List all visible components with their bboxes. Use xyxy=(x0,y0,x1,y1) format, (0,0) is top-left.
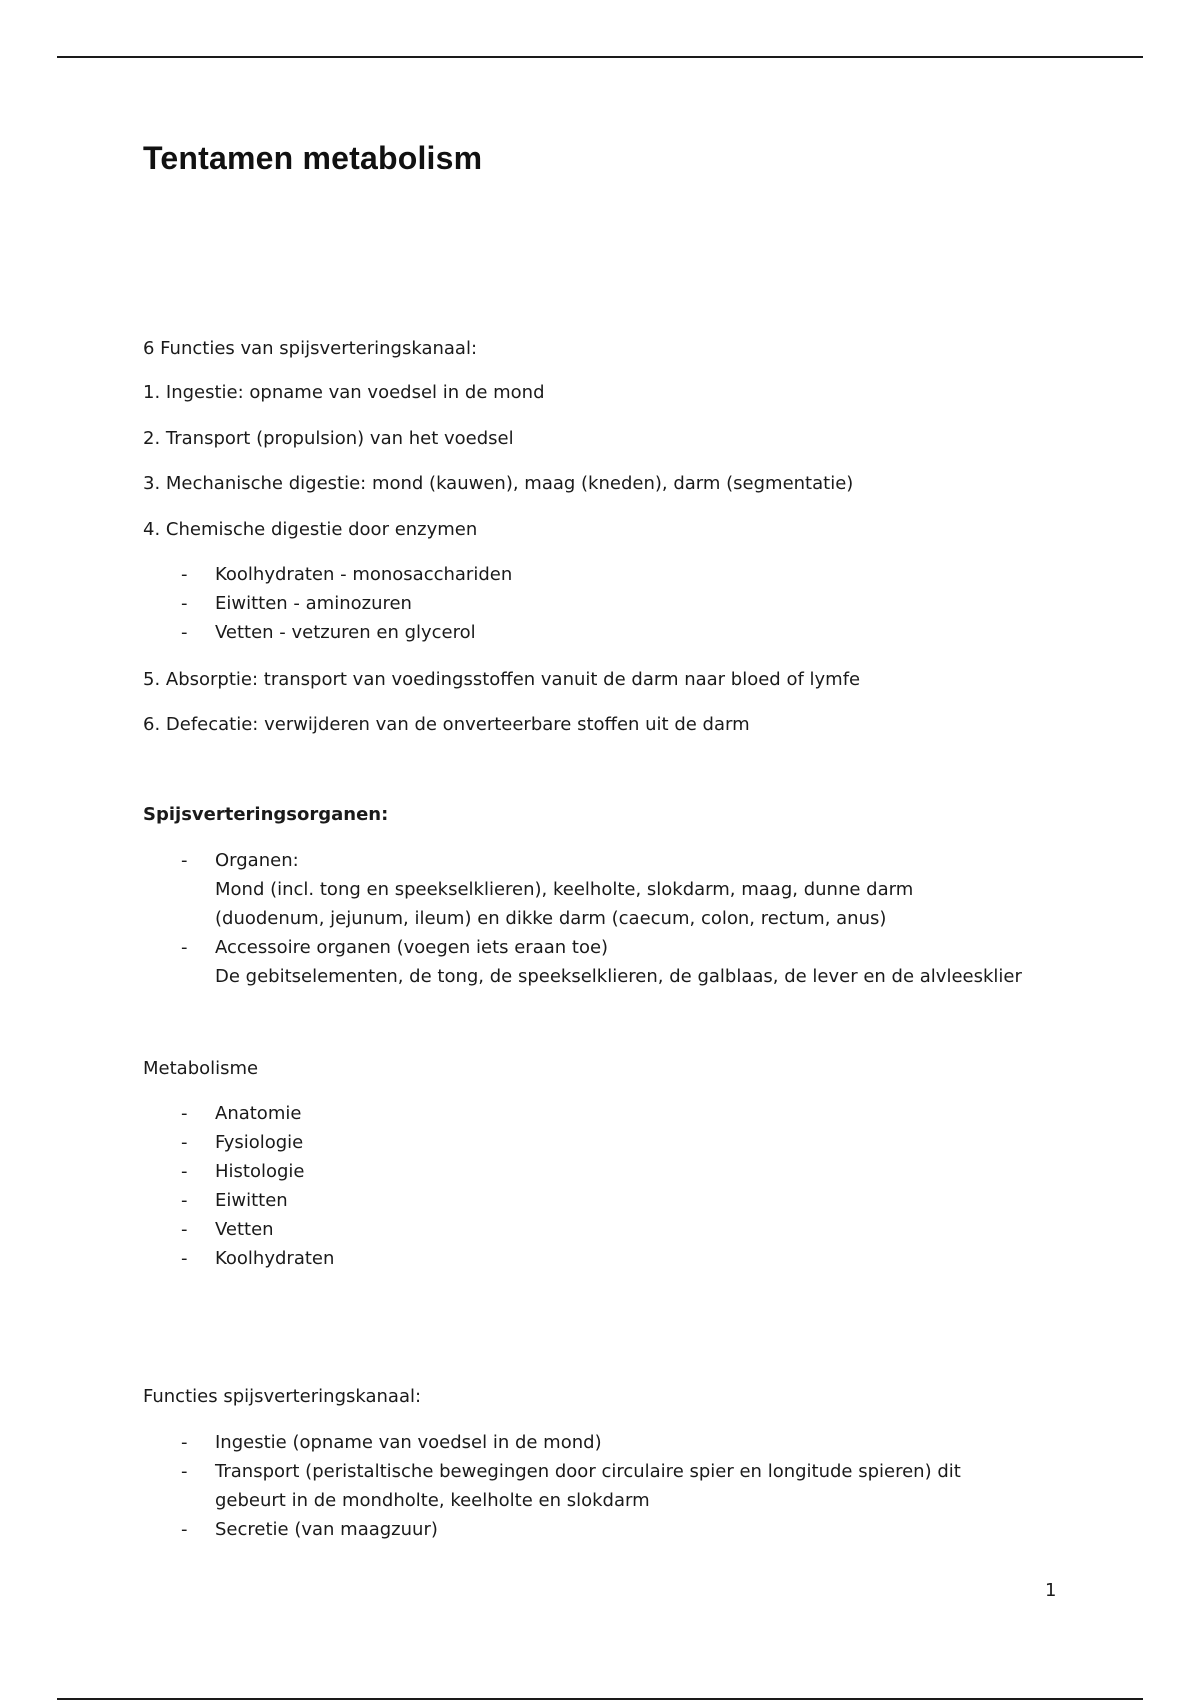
document-title: Tentamen metabolism xyxy=(143,140,483,176)
sub-list-item: - Koolhydraten - monosacchariden xyxy=(143,560,512,589)
list-item: - Secretie (van maagzuur) xyxy=(143,1515,961,1544)
list-item: - Transport (peristaltische bewegingen door circulaire spier en longitude spieren) dit gebeurt in de mondholte, keelholte en slokdarm xyxy=(143,1457,961,1515)
list-item: 6. Defecatie: verwijderen van de onverteerbare stoffen uit de darm xyxy=(143,714,750,735)
sub-list-item: - Eiwitten - aminozuren xyxy=(143,589,512,618)
dash-bullet: - xyxy=(181,1248,188,1269)
dash-bullet: - xyxy=(181,1432,188,1453)
dash-bullet: - xyxy=(181,1103,188,1124)
dash-bullet: - xyxy=(181,1461,188,1482)
section3-heading: Metabolisme xyxy=(143,1058,259,1079)
organ-list-item: - Accessoire organen (voegen iets eraan toe) De gebitselementen, de tong, de speekselklieren, de galblaas, de lever en de alvleesklier xyxy=(143,933,1022,991)
header-rule xyxy=(57,56,1143,58)
list-item: 1. Ingestie: opname van voedsel in de mond xyxy=(143,382,545,403)
list-item: 5. Absorptie: transport van voedingsstoffen vanuit de darm naar bloed of lymfe xyxy=(143,669,861,690)
sub-list-item: - Vetten - vetzuren en glycerol xyxy=(143,618,512,647)
dash-bullet: - xyxy=(181,1190,188,1211)
section2-heading: Spijsverteringsorganen: xyxy=(143,804,389,825)
list-item: 2. Transport (propulsion) van het voedsel xyxy=(143,428,514,449)
list-item: - Eiwitten xyxy=(143,1186,334,1215)
list-item: 3. Mechanische digestie: mond (kauwen), maag (kneden), darm (segmentatie) xyxy=(143,473,854,494)
dash-bullet: - xyxy=(181,564,188,585)
organ-list-item: - Organen: Mond (incl. tong en speekselklieren), keelholte, slokdarm, maag, dunne darm (duodenum, jejunum, ileum) en dikke darm (caecum, colon, rectum, anus) xyxy=(143,846,1022,933)
section4-heading: Functies spijsverteringskanaal: xyxy=(143,1386,422,1407)
section1-heading: 6 Functies van spijsverteringskanaal: xyxy=(143,338,478,359)
sub-list xyxy=(143,560,512,647)
functions-list xyxy=(143,1428,961,1544)
page-number: 1 xyxy=(1045,1580,1057,1601)
list-item: - Koolhydraten xyxy=(143,1244,334,1273)
organ-list xyxy=(143,846,1022,991)
list-item: - Anatomie xyxy=(143,1099,334,1128)
list-item: - Vetten xyxy=(143,1215,334,1244)
dash-bullet: - xyxy=(181,937,188,958)
dash-bullet: - xyxy=(181,850,188,871)
metabolism-list xyxy=(143,1099,334,1273)
dash-bullet: - xyxy=(181,1519,188,1540)
dash-bullet: - xyxy=(181,1219,188,1240)
list-item: 4. Chemische digestie door enzymen xyxy=(143,519,478,540)
list-item: - Ingestie (opname van voedsel in de mond) xyxy=(143,1428,961,1457)
dash-bullet: - xyxy=(181,622,188,643)
list-item: - Fysiologie xyxy=(143,1128,334,1157)
dash-bullet: - xyxy=(181,1161,188,1182)
dash-bullet: - xyxy=(181,1132,188,1153)
dash-bullet: - xyxy=(181,593,188,614)
list-item: - Histologie xyxy=(143,1157,334,1186)
